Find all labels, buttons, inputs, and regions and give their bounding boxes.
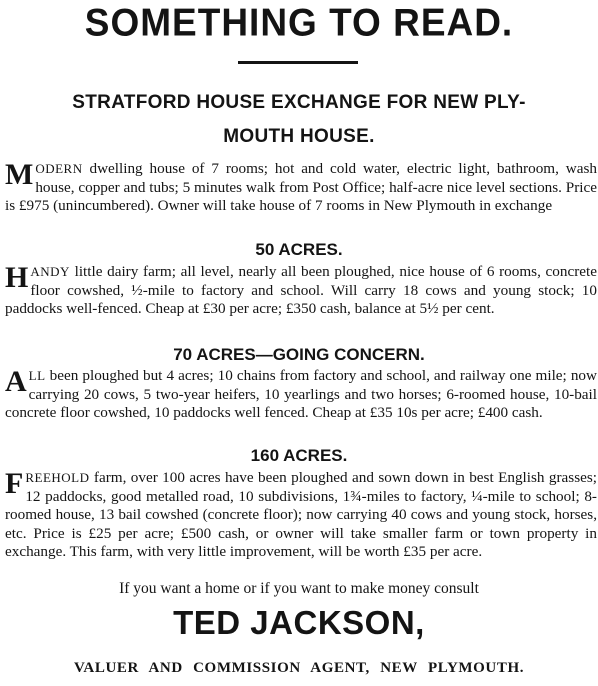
headline-rule	[238, 61, 358, 64]
listing-body: farm, over 100 acres have been ploughed and sown down in best English grasses; 12 paddocks, good metalled road, 10 subdivisions, 1¾-miles to factory, ¼-mile to school; 8-roomed house, 13 bail cowshed (concrete floor); now carrying 40 cows and young stock, horses, etc. Price is £25 per acre; £500 cash, or owner will take smaller farm or town property in exchange. This farm, with very little improvement, will be worth £35 per acre.	[5, 469, 597, 561]
listing-first-word: ODERN	[35, 161, 83, 176]
listing-70-acres	[5, 367, 597, 423]
listing-heading-70-acres: 70 ACRES—GOING CONCERN.	[173, 345, 425, 364]
listing-house	[5, 160, 597, 216]
listing-body: dwelling house of 7 rooms; hot and cold water, electric light, bathroom, wash house, copper and tubs; 5 minutes walk from Post Office; half-acre nice level sections. Price is £975 (unincumbered). Owner will take house of 7 rooms in New Plymouth in exchange	[5, 160, 597, 215]
listing-heading-50-acres: 50 ACRES.	[255, 240, 343, 259]
listing-first-word: LL	[28, 368, 46, 383]
listing-heading-160-acres: 160 ACRES.	[250, 446, 348, 465]
listing-160-acres	[5, 469, 597, 562]
listing-body: little dairy farm; all level, nearly all been ploughed, nice house of 6 rooms, concrete floor cowshed, ½-mile to factory and school. Will carry 18 cows and young stock; 10 paddocks well-fenced. Cheap at £30 per acre; £350 cash, balance at 5½ per cent.	[5, 263, 597, 318]
consult-line: If you want a home or if you want to make money consult	[119, 580, 479, 597]
agent-name: TED JACKSON,	[173, 604, 425, 641]
headline: SOMETHING TO READ.	[84, 0, 514, 44]
drop-cap: F	[5, 467, 24, 500]
drop-cap: A	[5, 365, 27, 398]
subhead-line-1: STRATFORD HOUSE EXCHANGE FOR NEW PLY-	[72, 92, 526, 113]
drop-cap: H	[5, 261, 29, 294]
subhead-line-2: MOUTH HOUSE.	[223, 126, 375, 147]
listing-first-word: REEHOLD	[25, 470, 90, 485]
drop-cap: M	[5, 158, 34, 191]
listing-body: been ploughed but 4 acres; 10 chains from factory and school, and railway one mile; now carrying 20 cows, 5 two-year heifers, 10 yearlings and two horses; 6-roomed house, 10-bail concrete floor cowshed, 10 paddocks well fenced. Cheap at £35 10s per acre; £400 cash.	[5, 367, 597, 422]
agent-title: VALUER AND COMMISSION AGENT, NEW PLYMOUTH.	[73, 660, 525, 676]
listing-first-word: ANDY	[30, 264, 70, 279]
listing-50-acres	[5, 263, 597, 319]
